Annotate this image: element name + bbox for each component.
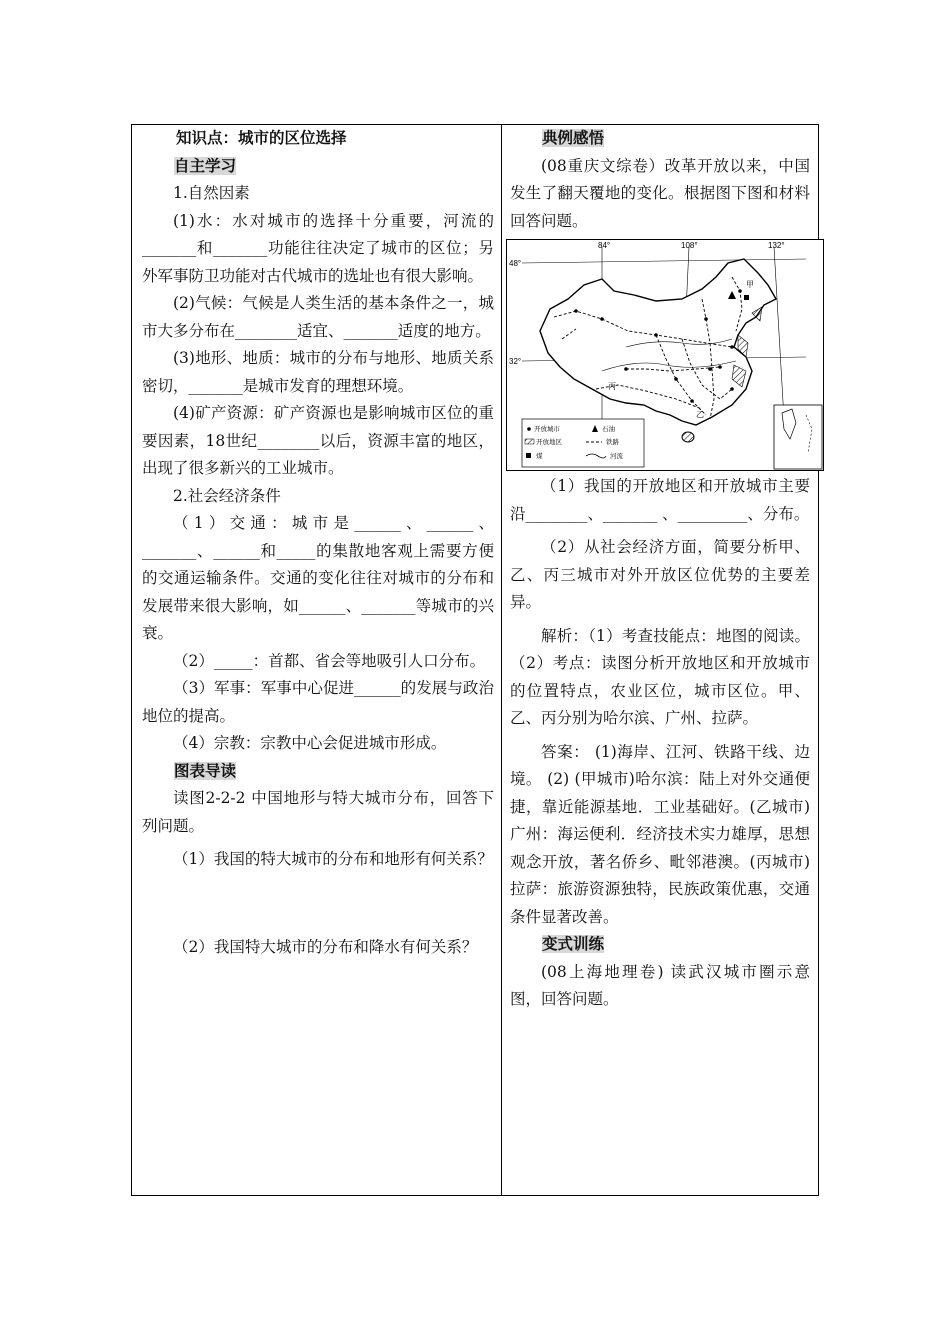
religion-paragraph: （4）宗教：宗教中心会促进城市形成。: [173, 734, 447, 752]
knowledge-point-title: 知识点：城市的区位选择: [176, 129, 347, 147]
natural-factors-title: 1.自然因素: [173, 184, 250, 202]
legend-oil: 石油: [602, 426, 615, 433]
coal-symbol: [744, 295, 749, 300]
self-study-heading: 自主学习: [174, 156, 237, 175]
military-paragraph: （3）军事：军事中心促进______的发展与政治地位的提高。: [142, 679, 494, 725]
lat-label-32: 32°: [509, 357, 522, 366]
chart-reading-heading: 图表导读: [174, 761, 237, 780]
socioeconomic-title: 2.社会经济条件: [173, 486, 281, 505]
lon-label-108: 108°: [681, 241, 698, 250]
left-column: [142, 125, 494, 961]
legend-coal-icon: [526, 453, 531, 458]
example-heading: 典例感悟: [542, 129, 605, 147]
minerals-paragraph: (4)矿产资源：矿产资源也是影响城市区位的重要因素，18世纪________以后，资源丰富的地区，出现了很多新兴的工业城市。: [142, 404, 494, 477]
example-question-1: （1）我国的开放地区和开放城市主要沿________、_______ 、_________、分布。: [510, 477, 810, 523]
legend-open-city-icon: [527, 427, 531, 431]
climate-paragraph: (2)气候：气候是人类生活的基本条件之一，城市大多分布在________适宜、_______适度的地方。: [142, 294, 494, 340]
answer-paragraph: 答案： (1)海岸、江河、铁路干线、边境。 (2) (甲城市)哈尔滨：陆上对外交通便捷，靠近能源基地．工业基础好。(乙城市)广州：海运便利．经济技术实力雄厚，思想观念开放，著名侨乡、毗邻港澳。(丙城市)拉萨：旅游资源独特，民族政策优惠，交通条件显著改善。: [510, 742, 810, 926]
answer-space-1: [142, 874, 494, 934]
variant-intro: (08上海地理卷) 读武汉城市圈示意图，回答问题。: [510, 962, 810, 1008]
water-paragraph: (1)水：水对城市的选择十分重要，河流的_______和_______功能往往决定了城市的区位；另外军事防卫功能对古代城市的选址也有很大影响。: [142, 211, 494, 285]
legend-open-city: 开放城市: [534, 426, 560, 433]
hainan-island: [682, 432, 694, 442]
city-jia-label: 甲: [746, 280, 754, 289]
map-legend: [522, 419, 644, 467]
right-column: [510, 125, 810, 1014]
legend-coal: 煤: [536, 453, 543, 460]
legend-open-area-icon: [525, 439, 534, 444]
example-intro: (08重庆文综卷）改革开放以来，中国发生了翻天覆地的变化。根据图下图和材料回答问题。: [510, 156, 810, 230]
column-divider: [501, 125, 502, 1195]
analysis-paragraph: 解析：（1）考查技能点：地图的阅读。（2）考点：读图分析开放地区和开放城市的位置特点，农业区位，城市区位。甲、乙、丙分别为哈尔滨、广州、拉萨。: [510, 626, 810, 727]
legend-open-area: 开放地区: [536, 439, 562, 446]
legend-railway: 铁路: [606, 439, 619, 446]
china-open-cities-map: [506, 239, 824, 471]
legend-river: 河流: [610, 453, 623, 460]
chart-reading-intro: 读图2-2-2 中国地形与特大城市分布，回答下列问题。: [142, 789, 494, 835]
city-bing-label: 丙: [608, 382, 616, 391]
terrain-paragraph: (3)地形、地质：城市的分布与地形、地质关系密切，_______是城市发育的理想环境。: [142, 349, 494, 395]
question-2: （2）我国特大城市的分布和降水有何关系？: [173, 937, 478, 956]
politics-paragraph: （2）_____：首都、省会等地吸引人口分布。: [173, 651, 486, 670]
example-question-2: （2）从社会经济方面，简要分析甲、乙、丙三城市对外开放区位优势的主要差异。: [510, 538, 810, 611]
south-sea-inset: [774, 405, 822, 469]
worksheet-table: [131, 124, 819, 1196]
variant-heading: 变式训练: [542, 935, 605, 953]
question-1: （1）我国的特大城市的分布和地形有何关系？: [173, 850, 493, 868]
lon-label-132: 132°: [768, 241, 785, 250]
city-yi-label: 乙: [696, 410, 704, 419]
lon-label-84: 84°: [598, 241, 611, 250]
lat-label-48: 48°: [509, 259, 522, 268]
transport-paragraph: （1）交通：城市是______、______、_______、______和_____的集散地客观上需要方便的交通运输条件。交通的变化往往对城市的分布和发展带来很大影响，如______、_______等城市的兴衰。: [142, 514, 494, 642]
